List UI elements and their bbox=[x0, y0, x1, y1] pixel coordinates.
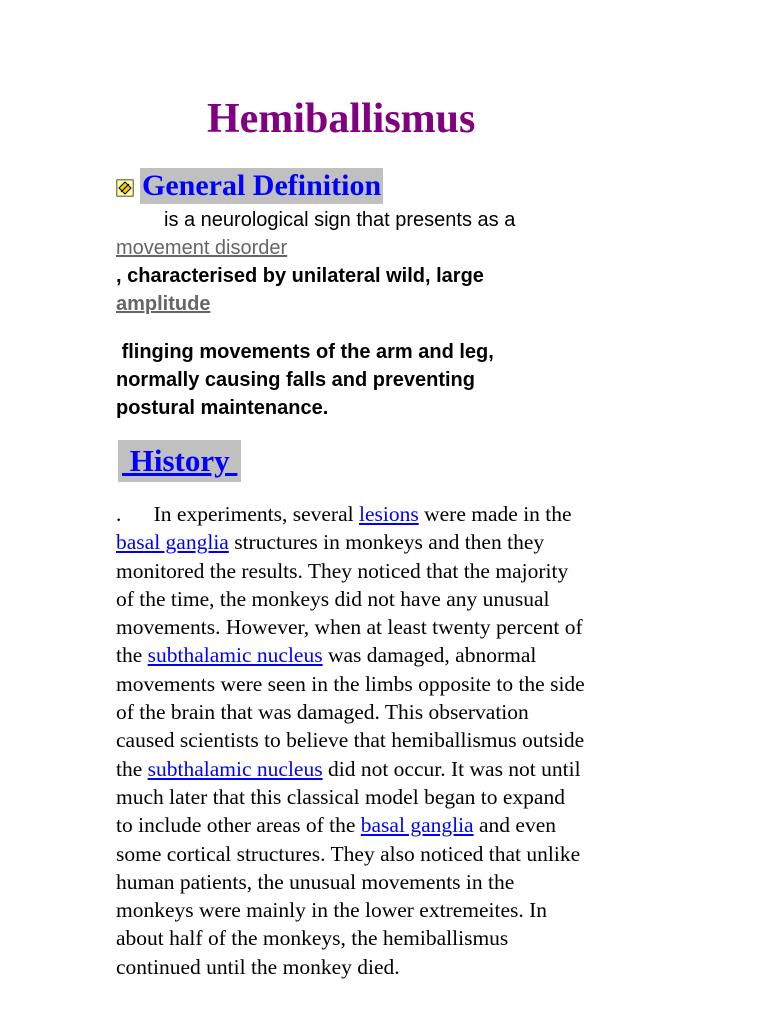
definition-line-1: is a neurological sign that presents as a bbox=[164, 209, 516, 231]
history-text: movements. However, when at least twenty percent of bbox=[116, 615, 583, 640]
history-text: did not occur. It was not until bbox=[322, 756, 581, 781]
history-text: structures in monkeys and then they bbox=[228, 530, 545, 555]
history-text: continued until the monkey died. bbox=[116, 954, 400, 979]
history-line bbox=[116, 726, 676, 754]
definition-heading-row bbox=[116, 167, 383, 205]
history-text: were made in the bbox=[418, 502, 572, 526]
history-line bbox=[116, 613, 676, 641]
history-line bbox=[116, 811, 676, 839]
history-text: caused scientists to believe that hemiballismus outside bbox=[116, 728, 585, 753]
history-text: and even bbox=[473, 813, 556, 838]
history-text: of the time, the monkeys did not have any unusual bbox=[116, 586, 550, 611]
history-text: to include other areas of the bbox=[116, 813, 361, 838]
basal-ganglia-link[interactable]: basal ganglia bbox=[360, 813, 474, 838]
history-line bbox=[116, 698, 676, 726]
history-line bbox=[116, 557, 676, 585]
history-text: human patients, the unusual movements in the bbox=[116, 869, 515, 894]
history-text: movements were seen in the limbs opposite to the side bbox=[116, 671, 585, 696]
definition-line-2: , characterised by unilateral wild, large bbox=[116, 265, 484, 287]
history-line bbox=[116, 641, 676, 669]
history-line bbox=[116, 528, 676, 556]
general-definition-heading: General Definition bbox=[142, 169, 382, 202]
history-line bbox=[116, 500, 676, 528]
lesions-link[interactable]: lesions bbox=[359, 502, 419, 526]
subthalamic-nucleus-link[interactable]: subthalamic nucleus bbox=[147, 756, 323, 781]
history-text: about half of the monkeys, the hemiballismus bbox=[116, 926, 509, 951]
history-line bbox=[116, 896, 676, 924]
history-heading-link[interactable]: History bbox=[118, 440, 241, 482]
definition-paragraph: flinging movements of the arm and leg, normally causing falls and preventing postural maintenance. bbox=[116, 341, 494, 419]
history-line bbox=[116, 670, 676, 698]
history-paragraph bbox=[116, 500, 676, 981]
history-text: monitored the results. They noticed that the majority bbox=[116, 558, 569, 583]
history-line bbox=[116, 783, 676, 811]
history-text: of the brain that was damaged. This observation bbox=[116, 700, 529, 725]
movement-disorder-link[interactable]: movement disorder bbox=[116, 237, 288, 259]
history-line bbox=[116, 585, 676, 613]
history-text: some cortical structures. They also noticed that unlike bbox=[116, 841, 581, 866]
basal-ganglia-link[interactable]: basal ganglia bbox=[116, 530, 229, 555]
history-line bbox=[116, 868, 676, 896]
diamond-bullet-icon bbox=[116, 179, 134, 197]
history-line bbox=[116, 755, 676, 783]
history-text: the bbox=[116, 643, 148, 668]
subthalamic-nucleus-link[interactable]: subthalamic nucleus bbox=[147, 643, 323, 668]
history-line bbox=[116, 840, 676, 868]
history-text: the bbox=[116, 756, 148, 781]
history-text: was damaged, abnormal bbox=[322, 643, 537, 668]
history-line bbox=[116, 924, 676, 952]
page-title: Hemiballismus bbox=[207, 96, 476, 142]
history-text: . In experiments, several bbox=[116, 502, 359, 526]
amplitude-link[interactable]: amplitude bbox=[116, 293, 211, 315]
history-line bbox=[116, 953, 676, 981]
history-text: monkeys were mainly in the lower extremeites. In bbox=[116, 898, 548, 923]
history-text: much later that this classical model began to expand bbox=[116, 784, 565, 809]
